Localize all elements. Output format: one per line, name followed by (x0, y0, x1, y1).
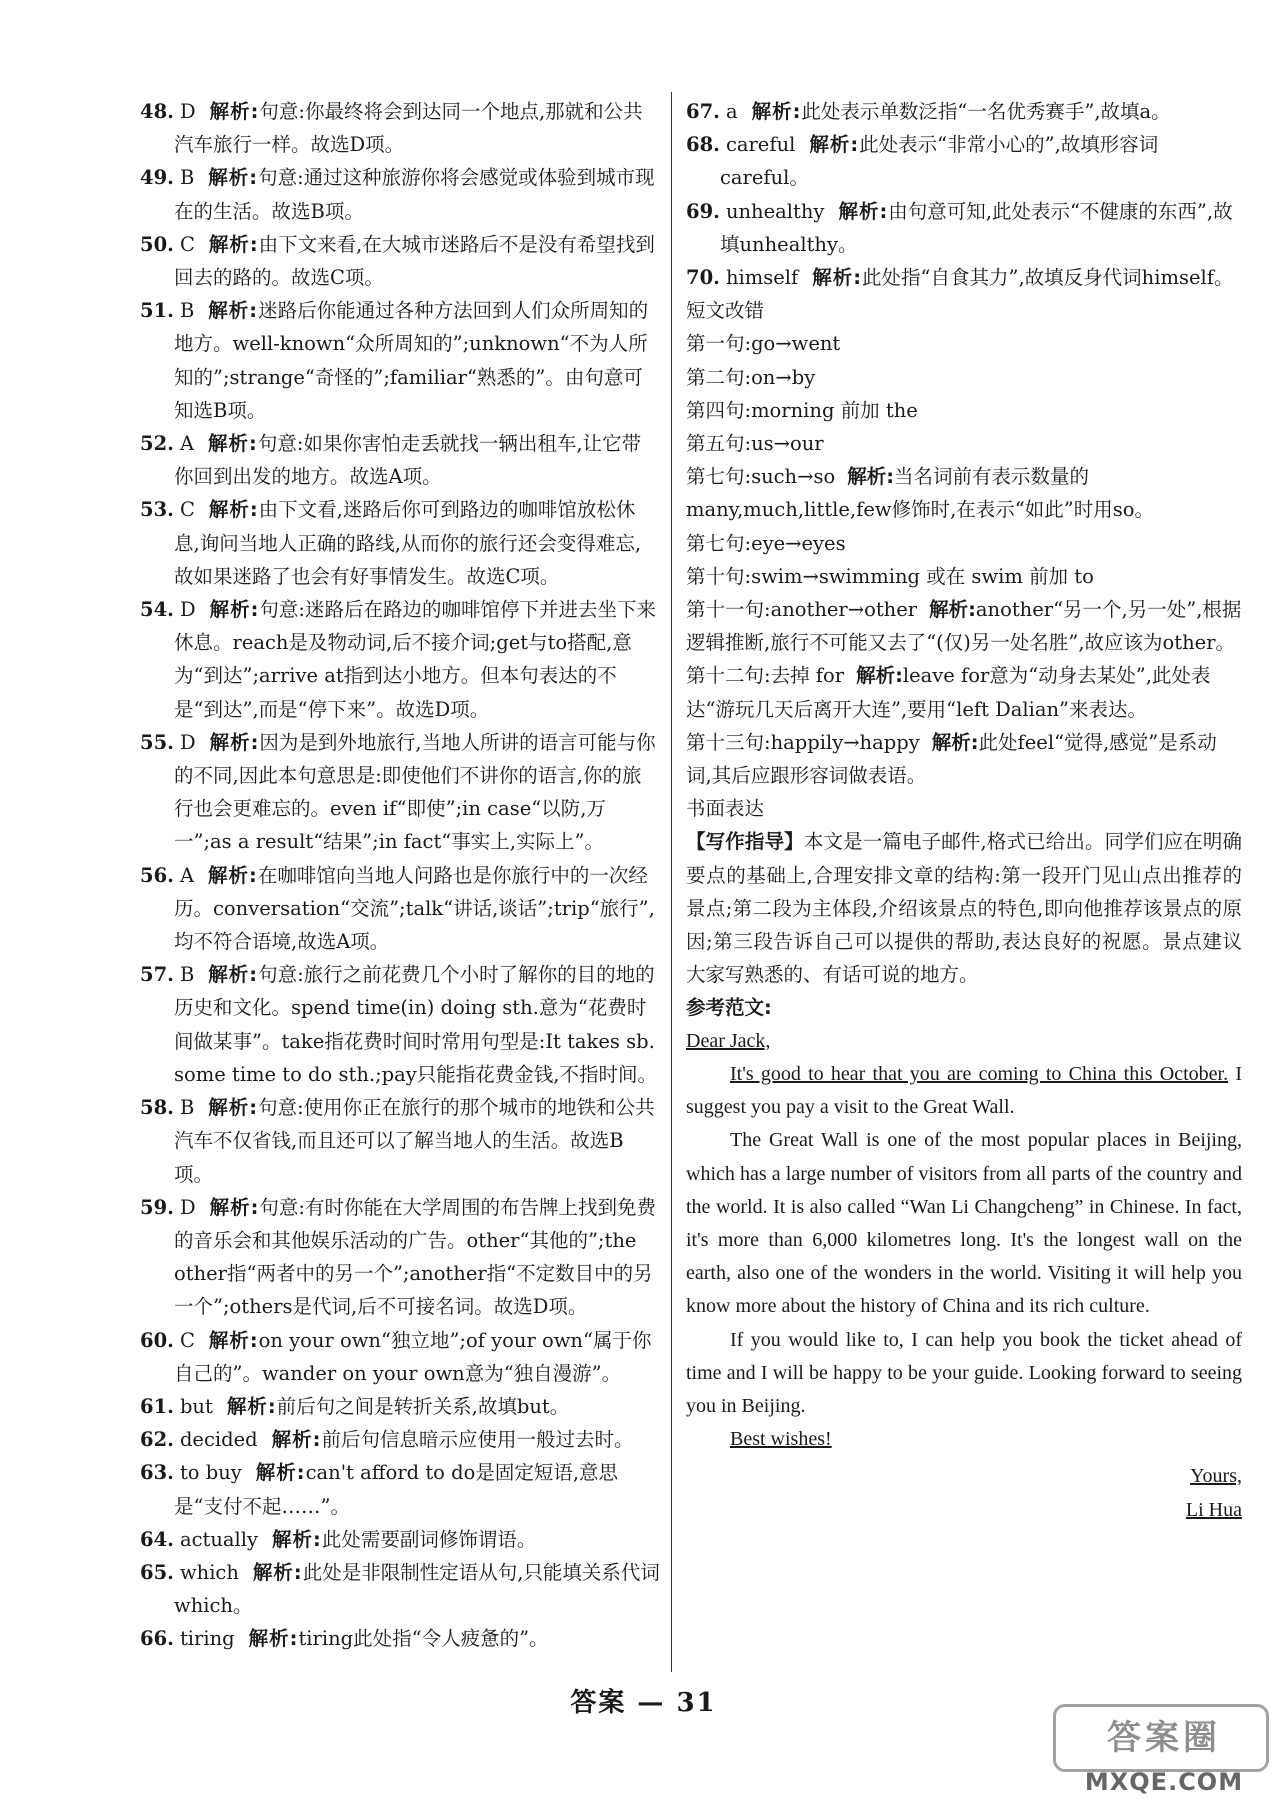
explanation-label: 解析: (255, 1461, 306, 1485)
answer-item (140, 95, 660, 161)
correction-explanation: 此处feel“觉得,感觉”是系动词,其后应跟形容词做表语。 (686, 730, 1217, 788)
answer-choice: D (179, 1195, 196, 1219)
letter-given-opening: It's good to hear that you are coming to China this October. (730, 1062, 1229, 1085)
correction-text: 第七句:such→so (686, 465, 836, 489)
answer-number: 58. (140, 1096, 174, 1120)
answer-choice: A (179, 432, 195, 456)
answer-choice: himself (725, 266, 799, 290)
explanation-text: 在咖啡馆向当地人问路也是你旅行中的一次经历。conversation“交流”;talk“讲话,谈话”;trip“旅行”,均不符合语境,故选A项。 (174, 863, 655, 954)
correction-text: 第十三句:happily→happy (686, 730, 920, 754)
answer-item (140, 1523, 660, 1556)
correction-text: 第十二句:去掉 for (686, 664, 845, 688)
correction-text: 第二句:on→by (686, 365, 816, 389)
answer-item (140, 1091, 660, 1191)
correction-text: 第五句:us→our (686, 432, 824, 456)
watermark-url: MXQE.COM (1084, 1768, 1244, 1796)
explanation-label: 解析: (209, 1195, 260, 1219)
explanation-text: on your own“独立地”;of your own“属于你自己的”。wander on your own意为“独自漫游”。 (174, 1328, 652, 1385)
correction-text: 第一句:go→went (686, 332, 841, 356)
answer-item (686, 95, 1242, 128)
answer-item (686, 128, 1242, 194)
correction-explanation: leave for意为“动身去某处”,此处表达“游玩几天后离开大连”,要用“left Dalian”来表达。 (686, 664, 1211, 721)
answer-choice: C (179, 498, 195, 522)
correction-explanation: another“另一个,另一处”,根据逻辑推断,旅行不可能又去了“(仅)另一处名胜”,故应该为other。 (686, 598, 1242, 655)
answer-number: 51. (140, 299, 174, 323)
explanation-label: 解析: (208, 166, 259, 190)
answer-number: 48. (140, 100, 174, 123)
answer-number: 50. (140, 232, 174, 256)
answer-number: 60. (140, 1328, 174, 1352)
explanation-text: 由下文来看,在大城市迷路后不是没有希望找到回去的路的。故选C项。 (174, 232, 655, 290)
writing-guide-text: 本文是一篇电子邮件,格式已给出。同学们应在明确要点的基础上,合理安排文章的结构:第一段开门见山点出推荐的景点;第二段为主体段,介绍该景点的特色,即向他推荐该景点的原因;第三段告诉自己可以提供的帮助,表达良好的祝愿。景点建议大家写熟悉的、有话可说的地方。 (686, 830, 1242, 987)
left-column (140, 95, 660, 1656)
correction-text: 第四句:morning 前加 the (686, 398, 918, 422)
explanation-text: 由下文看,迷路后你可到路边的咖啡馆放松休息,询问当地人正确的路线,从而你的旅行还会变得难忘,故如果迷路了也会有好事情发生。故选C项。 (174, 498, 642, 588)
answer-number: 52. (140, 432, 174, 456)
answer-item (140, 294, 660, 427)
correction-explanation-label: 解析: (929, 598, 976, 622)
correction-item (686, 726, 1242, 792)
explanation-label: 解析: (809, 133, 860, 157)
correction-item (686, 361, 1242, 394)
answer-choice: B (179, 166, 195, 190)
explanation-text: can't afford to do是固定短语,意思是“支付不起……”。 (174, 1461, 619, 1518)
letter-salutation: Dear Jack, (686, 1029, 771, 1052)
answer-number: 68. (686, 133, 720, 157)
writing-heading: 书面表达 (686, 797, 765, 821)
correction-text: 第十句:swim→swimming 或在 swim 前加 to (686, 564, 1094, 588)
letter-paragraph-3: If you would like to, I can help you book the ticket ahead of time and I will be happy to be your guide. Looking forward to seeing you in Beijing. (686, 1328, 1242, 1417)
explanation-text: 句意:迷路后在路边的咖啡馆停下并进去坐下来休息。reach是及物动词,后不接介词;get与to搭配,意为“到达”;arrive at指到达小地方。但本句表达的不是“到达”,而是“停下来”。故选D项。 (174, 598, 656, 721)
answer-number: 66. (140, 1627, 174, 1651)
answer-choice: decided (179, 1428, 258, 1452)
explanation-label: 解析: (248, 1627, 299, 1651)
explanation-label: 解析: (812, 266, 863, 290)
answer-number: 56. (140, 863, 174, 887)
answer-choice: actually (179, 1527, 258, 1551)
correction-explanation-label: 解析: (856, 664, 903, 688)
letter-closing: Best wishes! (730, 1428, 832, 1451)
answer-item (140, 1191, 660, 1324)
answer-number: 59. (140, 1195, 174, 1219)
explanation-text: 迷路后你能通过各种方法回到人们众所周知的地方。well-known“众所周知的”;unknown“不为人所知的”;strange“奇怪的”;familiar“熟悉的”。由句意可知选B项。 (174, 299, 649, 422)
answer-number: 67. (686, 100, 720, 123)
explanation-text: 句意:使用你正在旅行的那个城市的地铁和公共汽车不仅省钱,而且还可以了解当地人的生活。故选B项。 (174, 1096, 655, 1186)
answer-choice: but (179, 1394, 213, 1418)
sample-letter (686, 1025, 1242, 1527)
explanation-label: 解析: (208, 232, 259, 256)
explanation-label: 解析: (209, 100, 260, 123)
correction-item (686, 394, 1242, 427)
letter-paragraph-2: The Great Wall is one of the most popular places in Beijing, which has a large number of visitors from all parts of the country and the world. It is also called “Wan Li Changcheng” in Chinese. In fact, it's more than 6,000 kilometres long. It's the longest wall on the earth, also one of the wonders in the world. Visiting it will help you know more about the history of China and its rich culture. (686, 1129, 1242, 1318)
correction-explanation-label: 解析: (931, 730, 979, 754)
answer-item (140, 1556, 660, 1622)
answer-item (140, 493, 660, 593)
answer-item (686, 195, 1242, 261)
correction-explanation-label: 解析: (847, 465, 895, 489)
letter-sign-yours: Yours, (1190, 1465, 1242, 1488)
answer-choice: unhealthy (725, 199, 825, 223)
explanation-text: 此处表示“非常小心的”,故填形容词careful。 (720, 133, 1159, 190)
explanation-text: 句意:你最终将会到达同一个地点,那就和公共汽车旅行一样。故选D项。 (174, 100, 643, 157)
page-footer: 答案 — 31 (570, 1688, 717, 1718)
explanation-label: 解析: (751, 100, 802, 123)
watermark-text: 答案圈 (1107, 1718, 1221, 1758)
explanation-text: 句意:旅行之前花费几个小时了解你的目的地的历史和文化。spend time(in) doing sth.意为“花费时间做某事”。take指花费时间时常用句型是:It takes sb. some time to do sth.;pay只能指花费金钱,不指时间。 (174, 963, 657, 1086)
explanation-label: 解析: (208, 299, 259, 323)
column-divider (671, 92, 672, 1672)
correction-item (686, 327, 1242, 360)
answer-choice: to buy (179, 1461, 242, 1485)
explanation-label: 解析: (208, 498, 259, 522)
answer-number: 54. (140, 598, 174, 622)
error-correction-heading: 短文改错 (686, 299, 765, 323)
explanation-label: 解析: (208, 863, 258, 887)
answer-item (140, 1324, 660, 1390)
explanation-text: 句意:通过这种旅游你将会感觉或体验到城市现在的生活。故选B项。 (174, 166, 655, 223)
correction-item (686, 659, 1242, 725)
answer-number: 64. (140, 1527, 174, 1551)
answer-item (140, 161, 660, 227)
answer-number: 57. (140, 963, 174, 987)
correction-text: 第七句:eye→eyes (686, 531, 846, 555)
answer-choice: B (179, 963, 195, 987)
answer-item (140, 726, 660, 859)
answer-item (140, 859, 660, 959)
letter-paragraph-1 (686, 1058, 1242, 1124)
answer-choice: D (179, 730, 196, 754)
explanation-label: 解析: (226, 1394, 277, 1418)
explanation-text: 因为是到外地旅行,当地人所讲的语言可能与你的不同,因此本句意思是:即使他们不讲你的语言,你的旅行也会更难忘的。even if“即使”;in case“以防,万一”;as a result“结果”;in fact“事实上,实际上”。 (174, 730, 656, 854)
answer-number: 55. (140, 730, 174, 754)
answer-item (140, 593, 660, 726)
answer-item (140, 1390, 660, 1423)
answer-choice: careful (725, 133, 796, 157)
correction-explanation: 当名词前有表示数量的many,much,little,few修饰时,在表示“如此”时用so。 (686, 465, 1154, 522)
answer-item (140, 427, 660, 493)
answer-number: 69. (686, 199, 720, 223)
answer-number: 63. (140, 1461, 174, 1485)
correction-item (686, 427, 1242, 460)
sample-essay-label: 参考范文: (686, 996, 772, 1020)
answer-number: 65. (140, 1560, 174, 1584)
right-column (686, 95, 1242, 1527)
correction-text: 第十一句:another→other (686, 598, 918, 622)
correction-item (686, 560, 1242, 593)
answer-choice: B (179, 1096, 195, 1120)
writing-guide (686, 825, 1242, 991)
explanation-label: 解析: (838, 199, 889, 223)
correction-item (686, 460, 1242, 526)
answer-number: 62. (140, 1428, 174, 1452)
answer-choice: D (179, 598, 196, 622)
explanation-label: 解析: (208, 432, 258, 456)
answer-choice: C (179, 1328, 195, 1352)
answer-number: 53. (140, 498, 174, 522)
answer-choice: tiring (179, 1627, 235, 1651)
explanation-label: 解析: (209, 598, 260, 622)
explanation-text: 前后句之间是转折关系,故填but。 (276, 1394, 570, 1418)
explanation-text: 句意:如果你害怕走丢就找一辆出租车,让它带你回到出发的地方。故选A项。 (174, 432, 642, 489)
explanation-text: 此处指“自食其力”,故填反身代词himself。 (862, 266, 1234, 290)
writing-guide-label: 【写作指导】 (686, 830, 804, 854)
answer-choice: A (179, 863, 195, 887)
answer-item (140, 958, 660, 1091)
answer-number: 49. (140, 166, 174, 190)
correction-list (686, 327, 1242, 792)
answer-choice: D (179, 100, 196, 123)
explanation-label: 解析: (208, 1096, 259, 1120)
answer-number: 70. (686, 266, 720, 290)
answer-item (140, 1423, 660, 1456)
right-answer-list (686, 95, 1242, 294)
answer-number: 61. (140, 1394, 174, 1418)
answer-item (140, 1622, 660, 1655)
letter-sign-name: Li Hua (1185, 1498, 1242, 1521)
answer-choice: C (179, 232, 195, 256)
explanation-text: tiring此处指“令人疲惫的”。 (298, 1627, 549, 1651)
answer-choice: which (179, 1560, 239, 1584)
explanation-label: 解析: (271, 1428, 322, 1452)
explanation-text: 句意:有时你能在大学周围的布告牌上找到免费的音乐会和其他娱乐活动的广告。other“其他的”;the other指“两者中的另一个”;another指“不定数目中的另一个”;others是代词,后不可接名词。故选D项。 (174, 1195, 656, 1319)
answer-choice: a (725, 100, 738, 123)
watermark-logo (1059, 1704, 1269, 1794)
answer-item (686, 261, 1242, 294)
answer-item (140, 228, 660, 294)
letter-paragraph-1-rest: I suggest you pay a visit to the Great Wall. (686, 1062, 1242, 1119)
explanation-text: 此处是非限制性定语从句,只能填关系代词which。 (174, 1560, 660, 1618)
explanation-text: 由句意可知,此处表示“不健康的东西”,故填unhealthy。 (720, 199, 1233, 256)
explanation-label: 解析: (252, 1560, 303, 1584)
answer-item (140, 1456, 660, 1522)
explanation-label: 解析: (208, 1328, 259, 1352)
answer-choice: B (179, 299, 195, 323)
explanation-text: 此处需要副词修饰谓语。 (321, 1527, 537, 1551)
explanation-text: 此处表示单数泛指“一名优秀赛手”,故填a。 (801, 100, 1171, 123)
explanation-label: 解析: (272, 1527, 322, 1551)
explanation-label: 解析: (208, 963, 259, 987)
explanation-text: 前后句信息暗示应使用一般过去时。 (321, 1428, 634, 1452)
explanation-label: 解析: (209, 730, 260, 754)
correction-item (686, 593, 1242, 659)
correction-item (686, 527, 1242, 560)
